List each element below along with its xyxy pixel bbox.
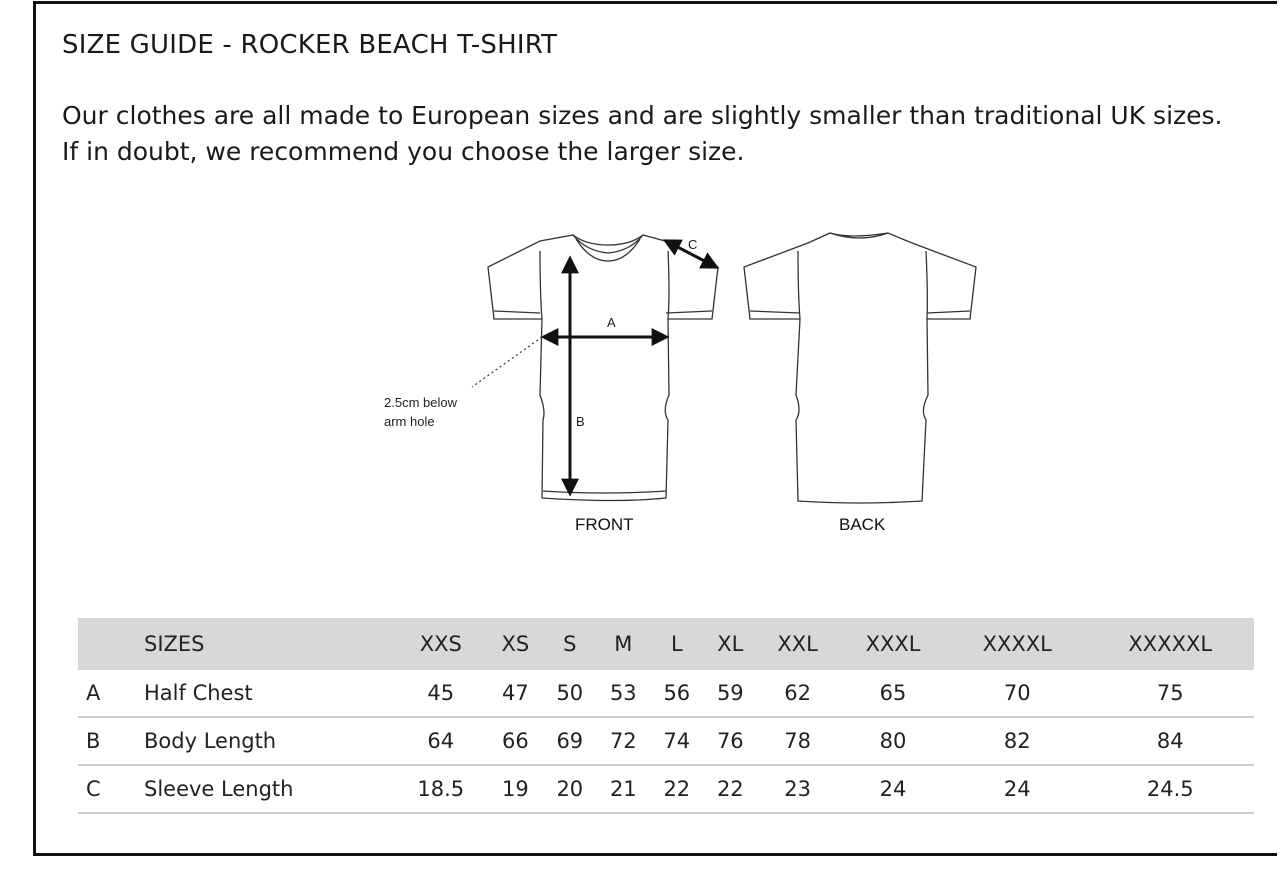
row-code: A (78, 670, 144, 717)
table-cell: 56 (650, 670, 704, 717)
intro-text: Our clothes are all made to European sizes and are slightly smaller than traditional UK sizes. If in doubt, we recommend you choose the larger size. (62, 101, 1223, 166)
table-cell: 22 (650, 765, 704, 813)
table-cell: 22 (704, 765, 758, 813)
table-cell: 66 (488, 717, 543, 765)
table-row (78, 717, 1254, 765)
table-row (78, 670, 1254, 717)
table-cell: 24 (948, 765, 1087, 813)
size-header: XXS (394, 618, 488, 670)
size-header: M (597, 618, 651, 670)
table-cell: 45 (394, 670, 488, 717)
table-row (78, 765, 1254, 813)
table-cell: 47 (488, 670, 543, 717)
table-cell: 76 (704, 717, 758, 765)
table-cell: 78 (757, 717, 838, 765)
table-cell: 65 (838, 670, 948, 717)
table-cell: 23 (757, 765, 838, 813)
row-name: Sleeve Length (144, 765, 394, 813)
row-name: Body Length (144, 717, 394, 765)
tshirt-diagram (360, 215, 1000, 545)
table-cell: 62 (757, 670, 838, 717)
row-name: Half Chest (144, 670, 394, 717)
table-cell: 50 (543, 670, 597, 717)
row-code: B (78, 717, 144, 765)
table-cell: 24 (838, 765, 948, 813)
note-leader (472, 337, 542, 387)
table-cell: 80 (838, 717, 948, 765)
back-label: BACK (839, 515, 886, 534)
table-cell: 82 (948, 717, 1087, 765)
marker-c-label: C (688, 237, 698, 252)
marker-a-label: A (607, 315, 616, 330)
table-cell: 74 (650, 717, 704, 765)
measurement-arrows (544, 241, 716, 493)
table-cell: 70 (948, 670, 1087, 717)
size-header: XS (488, 618, 543, 670)
front-label: FRONT (575, 515, 634, 534)
table-cell: 19 (488, 765, 543, 813)
table-cell: 59 (704, 670, 758, 717)
tshirt-drawing (360, 215, 1000, 545)
table-cell: 20 (543, 765, 597, 813)
size-header: XL (704, 618, 758, 670)
table-cell: 75 (1087, 670, 1255, 717)
header-label: SIZES (144, 618, 394, 670)
page-title: SIZE GUIDE - ROCKER BEACH T-SHIRT (62, 30, 558, 60)
row-code: C (78, 765, 144, 813)
table-cell: 24.5 (1087, 765, 1255, 813)
note-line-1: 2.5cm below (384, 395, 457, 410)
size-table (78, 618, 1254, 814)
marker-b-label: B (576, 414, 585, 429)
size-header-row (78, 618, 1254, 670)
table-cell: 72 (597, 717, 651, 765)
table-cell: 69 (543, 717, 597, 765)
table-cell: 84 (1087, 717, 1255, 765)
table-cell: 18.5 (394, 765, 488, 813)
size-header: XXXXXL (1087, 618, 1255, 670)
size-header: S (543, 618, 597, 670)
size-header: XXXXL (948, 618, 1087, 670)
table-cell: 53 (597, 670, 651, 717)
header-code-cell (78, 618, 144, 670)
size-header: XXL (757, 618, 838, 670)
note-line-2: arm hole (384, 414, 435, 429)
size-header: XXXL (838, 618, 948, 670)
size-header: L (650, 618, 704, 670)
table-cell: 21 (597, 765, 651, 813)
table-cell: 64 (394, 717, 488, 765)
back-shirt (744, 233, 976, 503)
front-shirt (488, 235, 718, 501)
